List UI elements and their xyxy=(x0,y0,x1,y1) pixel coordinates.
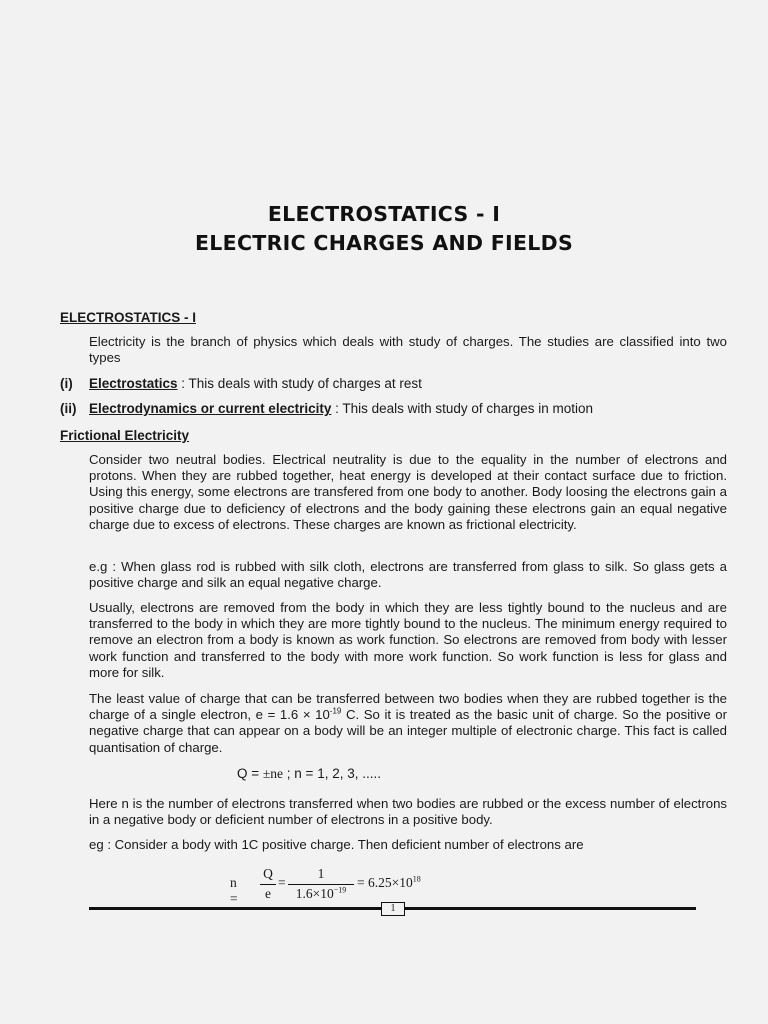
intro-paragraph: Electricity is the branch of physics which deals with study of charges. The studies are classified into two types xyxy=(89,334,727,366)
quantisation-formula xyxy=(237,766,381,782)
paragraph-work-function: Usually, electrons are removed from the body in which they are less tightly bound to the nucleus and are transferred to the body in which they are more tightly bound to the nucleus. The minimum energy required to remove an electron from a body is known as work function. So electrons are removed from body with lesser work function and transferred to the body with more work function. So work function is less for glass and more for silk. xyxy=(89,600,727,680)
fraction-numerator-q: Q xyxy=(263,866,273,881)
type-item-electrostatics xyxy=(60,376,422,391)
formula-result xyxy=(357,875,421,891)
formula-lhs: Q = xyxy=(237,766,263,781)
paragraph-n-definition: Here n is the number of electrons transferred when two bodies are rubbed or the excess number of electrons in a negative body or deficient number of electrons in a positive body. xyxy=(89,796,727,828)
result-base: = 6.25×10 xyxy=(357,875,413,890)
denominator-exponent: −19 xyxy=(333,885,347,895)
denominator-base: 1.6×10 xyxy=(295,886,334,901)
page-number: 1 xyxy=(381,902,405,916)
paragraph-quantisation xyxy=(89,691,727,756)
fraction-denominator-e: e xyxy=(265,886,271,901)
fraction-denominator-charge xyxy=(288,886,354,902)
page-subtitle: ELECTRIC CHARGES AND FIELDS xyxy=(194,231,574,255)
fraction-bar xyxy=(260,884,276,885)
equals-sign: = xyxy=(278,875,286,890)
quantisation-exponent: -19 xyxy=(329,706,342,716)
formula-pm-ne: ±ne xyxy=(262,766,284,781)
type-number: (i) xyxy=(60,376,73,391)
formula-rhs: ; n = 1, 2, 3, ..... xyxy=(283,766,381,781)
type-item-electrodynamics xyxy=(60,401,593,416)
formula-n-equals: n = xyxy=(230,875,238,906)
fraction-numerator-one: 1 xyxy=(317,866,325,881)
paragraph-glass-silk-example: e.g : When glass rod is rubbed with silk cloth, electrons are transferred from glass to silk. So glass gets a positive charge and silk an equal negative charge. xyxy=(89,559,727,591)
type-term: Electrostatics xyxy=(89,376,178,391)
paragraph-example-1c: eg : Consider a body with 1C positive charge. Then deficient number of electrons are xyxy=(89,837,584,852)
section-heading: ELECTROSTATICS - I xyxy=(60,310,196,325)
subheading-frictional-electricity: Frictional Electricity xyxy=(60,428,190,443)
page-title: ELECTROSTATICS - I xyxy=(267,202,501,226)
paragraph-neutral-bodies: Consider two neutral bodies. Electrical neutrality is due to the equality in the number of electrons and protons. When they are rubbed together, heat energy is developed at their contact surface due to friction. Using this energy, some electrons are transfered from one body to another. Body loosing the electrons gain a positive charge due to deficiency of electrons and the body gaining these electrons gain an equal negative charge due to excess of electrons. These charges are known as frictional electricity. xyxy=(89,452,727,532)
type-description: : This deals with study of charges in motion xyxy=(331,401,593,416)
result-exponent: 18 xyxy=(412,874,421,884)
type-description: : This deals with study of charges at rest xyxy=(177,376,422,391)
type-term: Electrodynamics or current electricity xyxy=(89,401,332,416)
quantisation-text-a: The least value of charge that can be transferred between two bodies when they are rubbed together is the charge of a single electron, e = 1.6 × 10 xyxy=(89,691,727,723)
type-number: (ii) xyxy=(60,401,77,416)
quantisation-text-b: C. So it is treated as the basic unit of charge. So the positive or negative charge that can appear on a body will be an integer multiple of electronic charge. This fact is called quantisation of charge. xyxy=(89,707,727,755)
